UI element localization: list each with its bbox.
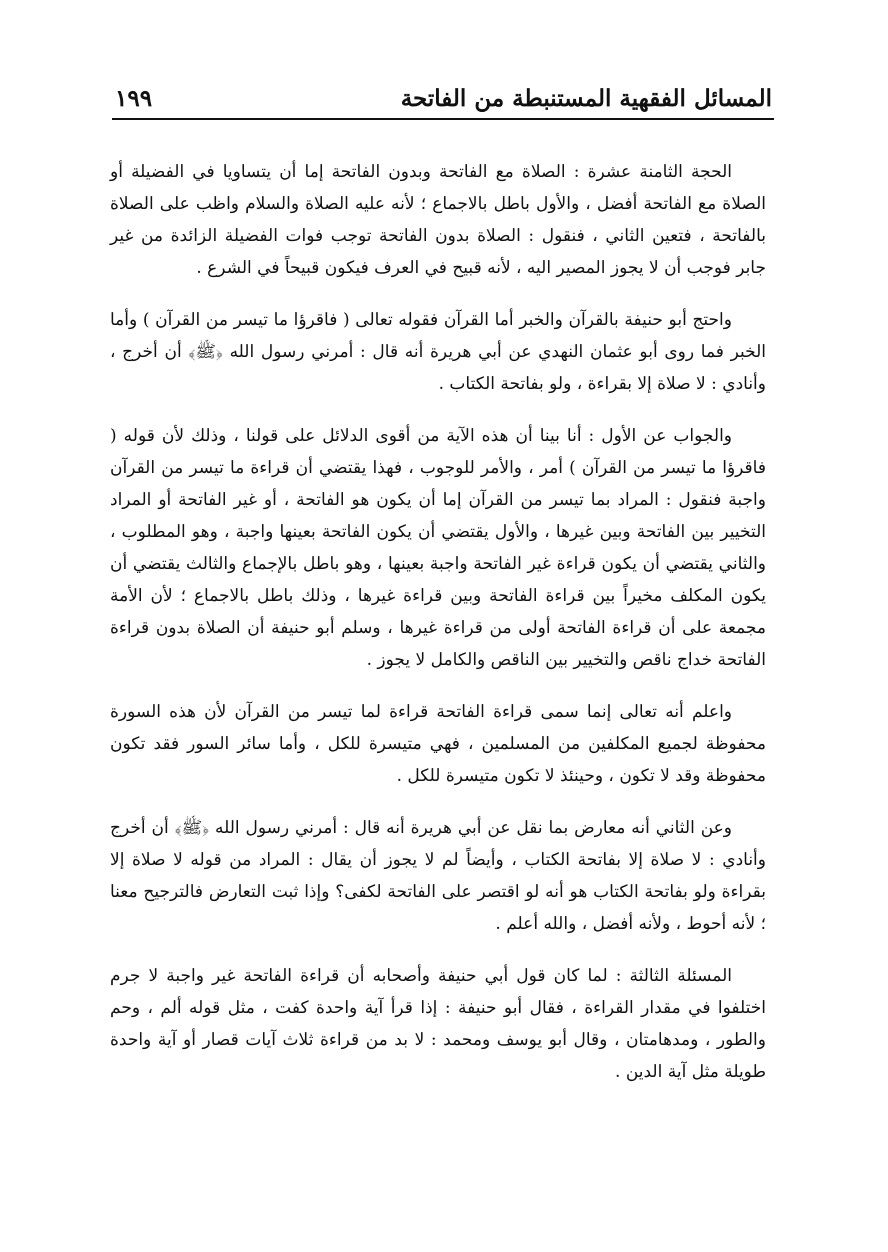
running-title: المسائل الفقهية المستنبطة من الفاتحة xyxy=(400,85,772,112)
running-header xyxy=(115,78,772,114)
paragraph-third-issue: المسئلة الثالثة : لما كان قول أبي حنيفة وأصحابه أن قراءة الفاتحة غير واجبة لا جرم اختلفوا في مقدار القراءة ، فقال أبو حنيفة : إذا قرأ آية واحدة كفت ، مثل قوله ألم ، وحم والطور ، ومدهامتان ، وقال أبو يوسف ومحمد : لا بد من قراءة ثلاث آيات قصار أو آية واحدة طويلة مثل آية الدين . xyxy=(110,966,766,1082)
body-text xyxy=(110,156,766,1088)
paragraph-abu-hanifa-argument: واحتج أبو حنيفة بالقرآن والخبر أما القرآن فقوله تعالى ( فاقرؤا ما تيسر من القرآن ) وأما الخبر فما روى أبو عثمان النهدي عن أبي هريرة أنه قال : أمرني رسول الله ﴿ﷺ﴾ أن أخرج ، وأنادي : لا صلاة إلا بقراءة ، ولو بفاتحة الكتاب . xyxy=(110,310,766,394)
page-number: ١٩٩ xyxy=(115,85,153,112)
paragraph-answer-second: وعن الثاني أنه معارض بما نقل عن أبي هريرة أنه قال : أمرني رسول الله ﴿ﷺ﴾ أن أخرج وأنادي : لا صلاة إلا بفاتحة الكتاب ، وأيضاً لم لا يجوز أن يقال : المراد من قوله لا صلاة إلا بقراءة ولو بفاتحة الكتاب هو أنه لو اقتصر على الفاتحة لكفى؟ وإذا ثبت التعارض فالترجيح معنا ؛ لأنه أحوط ، ولأنه أفضل ، والله أعلم . xyxy=(110,818,766,934)
paragraph-proof-eighteen: الحجة الثامنة عشرة : الصلاة مع الفاتحة وبدون الفاتحة إما أن يتساويا في الفضيلة أو الصلاة مع الفاتحة أفضل ، والأول باطل بالاجماع ؛ لأنه عليه الصلاة والسلام واظب على الصلاة بالفاتحة ، فتعين الثاني ، فنقول : الصلاة بدون الفاتحة توجب فوات الفضيلة الزائدة من غير جابر فوجب أن لا يجوز المصير اليه ، لأنه قبيح في العرف فيكون قبيحاً في الشرع . xyxy=(110,162,766,278)
paragraph-answer-first: والجواب عن الأول : أنا بينا أن هذه الآية من أقوى الدلائل على قولنا ، وذلك لأن قوله ( فاقرؤا ما تيسر من القرآن ) أمر ، والأمر للوجوب ، فهذا يقتضي أن قراءة ما تيسر من القرآن واجبة فنقول : المراد بما تيسر من القرآن إما أن يكون هو الفاتحة ، أو غير الفاتحة أو المراد التخيير بين الفاتحة وبين غيرها ، والأول يقتضي أن يكون الفاتحة بعينها واجبة ، وهو المطلوب ، والثاني يقتضي أن يكون قراءة غير الفاتحة واجبة بعينها ، وهو باطل بالإجماع والثالث يقتضي أن يكون المكلف مخيراً بين قراءة الفاتحة وبين قراءة غيرها ، وذلك باطل بالاجماع ؛ لأن الأمة مجمعة على أن قراءة الفاتحة أولى من قراءة غيرها ، وسلم أبو حنيفة أن الصلاة بدون قراءة الفاتحة خداج ناقص والتخيير بين الناقص والكامل لا يجوز . xyxy=(110,426,766,670)
header-rule xyxy=(112,118,774,120)
paragraph-know-that: واعلم أنه تعالى إنما سمى قراءة الفاتحة قراءة لما تيسر من القرآن لأن هذه السورة محفوظة لجميع المكلفين من المسلمين ، فهي متيسرة للكل ، وأما سائر السور فقد تكون محفوظة وقد لا تكون ، وحينئذ لا تكون متيسرة للكل . xyxy=(110,702,766,786)
